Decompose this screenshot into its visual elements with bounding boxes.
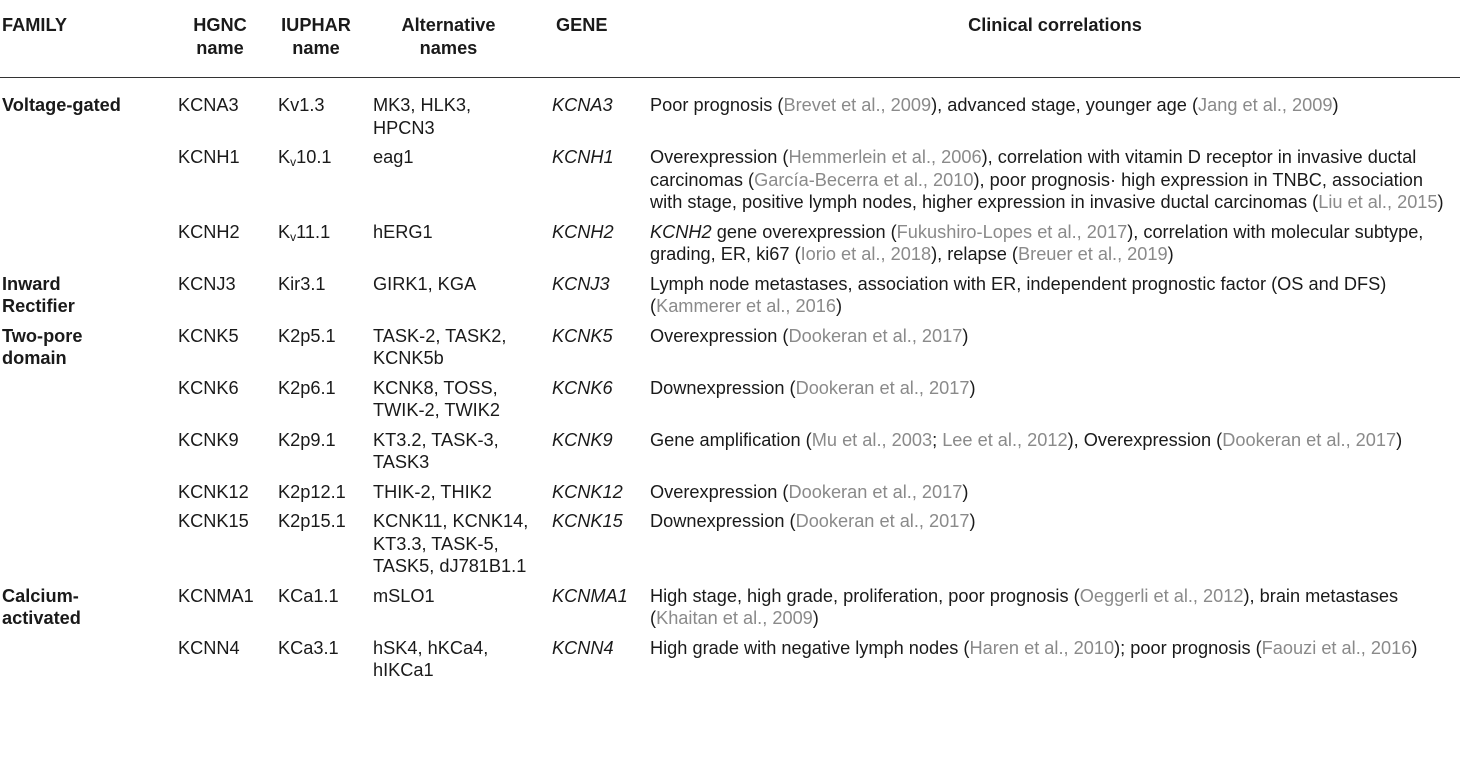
- reference-link[interactable]: Fukushiro-Lopes et al., 2017: [896, 221, 1128, 242]
- table-row: [0, 633, 1460, 685]
- hgnc-cell: KCNN4: [178, 637, 240, 658]
- alternative-names-cell: eag1: [373, 147, 414, 167]
- alternative-names-cell: hSK4, hKCa4, hIKCa1: [373, 637, 489, 680]
- clinical-cell: Downexpression (Dookeran et al., 2017): [650, 377, 976, 398]
- hgnc-cell: KCNK9: [178, 429, 239, 450]
- alternative-names-cell: MK3, HLK3, HPCN3: [373, 95, 472, 138]
- gene-cell: KCNJ3: [552, 273, 610, 294]
- alternative-names-cell: KCNK8, TOSS, TWIK-2, TWIK2: [373, 377, 500, 420]
- reference-link[interactable]: Liu et al., 2015: [1318, 192, 1438, 212]
- table-row: [0, 143, 1460, 218]
- clinical-cell: High grade with negative lymph nodes (Haren et al., 2010); poor prognosis (Faouzi et al., 2016): [650, 637, 1418, 658]
- table-row: [0, 269, 1460, 321]
- family-cell: [0, 143, 170, 218]
- iuphar-cell: $K_v11.1$: [278, 221, 331, 244]
- gene-cell: KCNN4: [552, 637, 614, 658]
- table-row: [0, 581, 1460, 633]
- header-alternative: Alternative names: [365, 0, 532, 78]
- hgnc-cell: KCNA3: [178, 95, 239, 115]
- gene-cell: KCNK9: [552, 429, 613, 450]
- clinical-cell: Poor prognosis (Brevet et al., 2009), advanced stage, younger age (Jang et al., 2009): [650, 95, 1339, 115]
- iuphar-cell: K2p5.1: [278, 325, 336, 346]
- family-cell: Two-pore domain: [2, 325, 83, 368]
- iuphar-cell: K2p15.1: [278, 511, 346, 531]
- clinical-cell: High stage, high grade, proliferation, poor prognosis (Oeggerli et al., 2012), brain metastases (Khaitan et al., 2009): [650, 585, 1399, 628]
- clinical-cell: Overexpression (Dookeran et al., 2017): [650, 481, 969, 502]
- reference-link[interactable]: Dookeran et al., 2017: [795, 377, 970, 398]
- reference-link[interactable]: García-Becerra et al., 2010: [754, 169, 974, 190]
- table-row: [0, 78, 1460, 143]
- reference-link[interactable]: Faouzi et al., 2016: [1261, 637, 1412, 658]
- table-row: [0, 373, 1460, 425]
- family-cell: [0, 477, 170, 507]
- reference-link[interactable]: Khaitan et al., 2009: [656, 608, 813, 628]
- alternative-names-cell: KCNK11, KCNK14, KT3.3, TASK-5, TASK5, dJ781B1.1: [373, 511, 529, 576]
- header-family: FAMILY: [0, 0, 170, 78]
- clinical-cell: Gene amplification (Mu et al., 2003; Lee et al., 2012), Overexpression (Dookeran et al., 2017): [650, 429, 1403, 450]
- gene-cell: KCNK5: [552, 325, 613, 346]
- gene-cell: KCNH2: [552, 221, 614, 242]
- reference-link[interactable]: Dookeran et al., 2017: [788, 481, 963, 502]
- gene-cell: KCNH1: [552, 147, 614, 167]
- iuphar-cell: K2p9.1: [278, 429, 336, 450]
- family-cell: Voltage-gated: [2, 95, 121, 115]
- header-clinical: Clinical correlations: [650, 0, 1460, 78]
- gene-cell: KCNMA1: [552, 585, 628, 606]
- hgnc-cell: KCNK6: [178, 377, 239, 398]
- reference-link[interactable]: Kammerer et al., 2016: [656, 296, 837, 316]
- family-cell: [0, 425, 170, 477]
- reference-link[interactable]: Dookeran et al., 2017: [788, 325, 963, 346]
- alternative-names-cell: KT3.2, TASK-3, TASK3: [373, 429, 499, 472]
- gene-cell: KCNA3: [552, 95, 613, 115]
- clinical-cell: Overexpression (Hemmerlein et al., 2006), correlation with vitamin D receptor in invasive ductal carcinomas (García-Becerra et al., 2010), poor prognosis· high expression in TNBC, association with stage, positive lymph nodes, higher expression in invasive ductal carcinomas (Liu et al., 2015): [650, 147, 1444, 212]
- family-cell: [0, 217, 170, 269]
- reference-link[interactable]: Lee et al., 2012: [942, 429, 1068, 450]
- iuphar-cell: K2p12.1: [278, 481, 346, 502]
- alternative-names-cell: THIK-2, THIK2: [373, 481, 492, 502]
- alternative-names-cell: hERG1: [373, 221, 433, 242]
- family-cell: [0, 507, 170, 582]
- family-cell: [0, 633, 170, 685]
- hgnc-cell: KCNH1: [178, 147, 240, 167]
- iuphar-cell: Kv1.3: [278, 95, 325, 115]
- iuphar-cell: KCa3.1: [278, 637, 339, 658]
- gene-cell: KCNK6: [552, 377, 613, 398]
- table-row: [0, 425, 1460, 477]
- header-hgnc: HGNC name: [170, 0, 270, 78]
- table-body: [0, 78, 1460, 686]
- iuphar-cell: Kir3.1: [278, 273, 326, 294]
- hgnc-cell: KCNH2: [178, 221, 240, 242]
- clinical-cell: Downexpression (Dookeran et al., 2017): [650, 511, 976, 531]
- clinical-cell: Lymph node metastases, association with ER, independent prognostic factor (OS and DFS) (Kammerer et al., 2016): [650, 273, 1387, 316]
- family-cell: [0, 373, 170, 425]
- header-gene: GENE: [532, 0, 650, 78]
- iuphar-cell: $K_v10.1$: [278, 147, 332, 169]
- hgnc-cell: KCNMA1: [178, 585, 254, 606]
- reference-link[interactable]: Haren et al., 2010: [969, 637, 1115, 658]
- gene-cell: KCNK12: [552, 481, 623, 502]
- alternative-names-cell: TASK-2, TASK2, KCNK5b: [373, 325, 507, 368]
- table-row: [0, 507, 1460, 582]
- reference-link[interactable]: Iorio et al., 2018: [800, 244, 932, 264]
- family-cell: Inward Rectifier: [2, 273, 75, 316]
- reference-link[interactable]: Breuer et al., 2019: [1018, 244, 1168, 264]
- alternative-names-cell: GIRK1, KGA: [373, 273, 477, 294]
- iuphar-cell: KCa1.1: [278, 585, 339, 606]
- reference-link[interactable]: Dookeran et al., 2017: [795, 511, 970, 531]
- family-cell: Calcium-activated: [2, 585, 81, 628]
- alternative-names-cell: mSLO1: [373, 585, 435, 606]
- hgnc-cell: KCNJ3: [178, 273, 236, 294]
- reference-link[interactable]: Jang et al., 2009: [1198, 95, 1333, 115]
- iuphar-cell: K2p6.1: [278, 377, 336, 398]
- table-row: [0, 321, 1460, 373]
- clinical-cell: Overexpression (Dookeran et al., 2017): [650, 325, 969, 346]
- table-row: [0, 217, 1460, 269]
- header-row: [0, 0, 1460, 78]
- gene-cell: KCNK15: [552, 511, 623, 531]
- reference-link[interactable]: Hemmerlein et al., 2006: [788, 147, 982, 167]
- header-iuphar: IUPHAR name: [270, 0, 365, 78]
- table-row: [0, 477, 1460, 507]
- reference-link[interactable]: Brevet et al., 2009: [783, 95, 932, 115]
- reference-link[interactable]: Mu et al., 2003: [811, 429, 933, 450]
- hgnc-cell: KCNK12: [178, 481, 249, 502]
- hgnc-cell: KCNK15: [178, 511, 249, 531]
- clinical-cell: KCNH2 gene overexpression (Fukushiro-Lopes et al., 2017), correlation with molecular subtype, grading, ER, ki67 (Iorio et al., 2018), relapse (Breuer et al., 2019): [650, 221, 1424, 264]
- reference-link[interactable]: Dookeran et al., 2017: [1222, 429, 1397, 450]
- hgnc-cell: KCNK5: [178, 325, 239, 346]
- reference-link[interactable]: Oeggerli et al., 2012: [1079, 585, 1244, 606]
